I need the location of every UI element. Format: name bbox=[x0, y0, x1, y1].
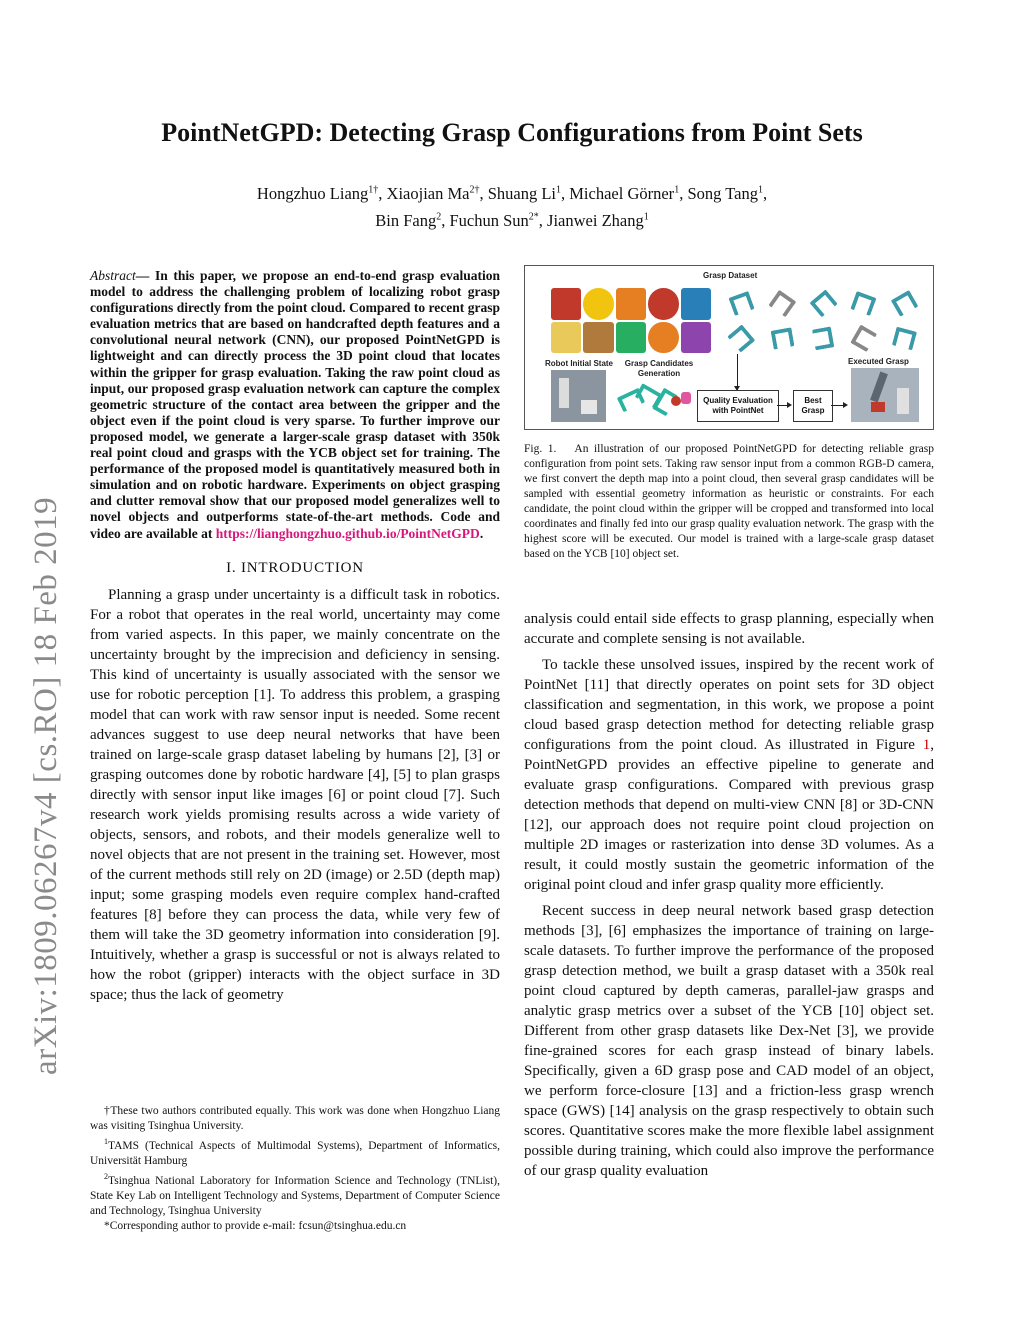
left-column bbox=[90, 268, 500, 1005]
grasp-renderings bbox=[723, 288, 923, 353]
author: Michael Görner$^1$, bbox=[569, 183, 688, 203]
paragraph: analysis could entail side effects to grasp planning, especially when accurate and complete sensing is not available. bbox=[524, 611, 934, 647]
robot-initial-photo bbox=[551, 370, 606, 422]
object-photo bbox=[681, 288, 711, 320]
gripper-icon bbox=[809, 289, 837, 317]
right-body-text bbox=[524, 609, 934, 1181]
abstract-text: In this paper, we propose an end-to-end grasp evaluation model to address the challenging problem of localizing robot grasp configurations directly from the point cloud. Compared to recent grasp evaluation metrics that are based on handcrafted depth features and a convolutional neural network (CNN), our proposed PointNetGPD is lightweight and can directly process the 3D point cloud that locates within the gripper for grasp evaluation. Taking the raw point cloud as input, our proposed grasp evaluation network can capture the complex geometric structure of the contact area between the gripper and the object even if the point cloud is very sparse. To further improve our proposed model, we generate a larger-scale grasp dataset with 350k real point cloud and grasps with the YCB object set for training. The performance of the proposed model is quantitatively measured both in simulation and on robotic hardware. Experiments on object grasping and clutter removal show that our proposed model generalizes well to novel objects and outperforms state-of-the-art methods. Code and video are available at bbox=[90, 268, 501, 541]
object-photo bbox=[681, 322, 711, 354]
section-heading-introduction: I. INTRODUCTION bbox=[226, 559, 364, 576]
object-photo bbox=[551, 288, 581, 320]
author: Hongzhuo Liang$^{1\dagger}$, bbox=[256, 183, 387, 203]
author: Xiaojian $Ma^{2\dagger}$, bbox=[386, 183, 488, 203]
gripper-icon bbox=[770, 327, 794, 349]
object-photo bbox=[551, 322, 581, 354]
gripper-icon bbox=[892, 326, 917, 349]
arrow bbox=[843, 402, 848, 408]
author-line-2 bbox=[80, 206, 944, 234]
abstract: Abstract— In this paper, we propose an end-to-end grasp evaluation model to address the challenging problem of localizing robot grasp configurations directly from the point cloud. Compared to recent grasp evaluation metrics that are based on handcrafted depth features and a convolutional neural network (CNN), our proposed PointNetGPD is lightweight and can directly process the 3D point cloud that locates within the gripper for grasp evaluation. Taking the raw point cloud as input, our proposed grasp evaluation network can capture the complex geometric structure of the contact area between the gripper and the object even if the point cloud is very sparse. To further improve our proposed model, we generate a larger-scale grasp dataset with 350k real point cloud and grasps with the YCB object set for training. The performance of the proposed model is quantitatively measured both in simulation and on robotic hardware. Experiments on object grasping and clutter removal show that our proposed model generalizes well to novel objects and outperforms state-of-the-art methods. Code and video are available at https://lianghongzhuo.github.io/PointNetGPD. bbox=[90, 268, 501, 541]
author-line-1 bbox=[80, 178, 944, 206]
abstract-lead: Abstract bbox=[90, 268, 136, 283]
object-photo bbox=[583, 288, 613, 320]
figure-1 bbox=[524, 265, 934, 430]
author: Bin Fang$^2$, bbox=[375, 211, 450, 230]
author: Jianwei Zhang$^1$ bbox=[547, 211, 649, 230]
executed-grasp-photo bbox=[851, 368, 919, 422]
footnotes bbox=[90, 1104, 500, 1234]
paragraph: Planning a grasp under uncertainty is a difficult task in robotics. For a robot that operates in the real world, uncertainty may come from varied aspects. In this paper, we mainly concentrate on the uncertainty brought by the imprecision and deficiency in sensing. This kind of uncertainty is usually associated with the sensor we use for robotic perception [1]. To address this problem, a grasping model that can work with raw sensor input is needed. Some recent advances suggest to use deep neural networks that have been trained on large-scale grasp dataset labeling by humans [2], [3] or grasping outcomes done by robotic hardware [4], [5] to plan grasps directly with sensor input like images [6] or point cloud [7]. Such research work yields promising results across a wide variety of objects, sensors, and robots, and their models generalize well to novel objects that are not present in the training set. However, most of the current methods still rely on 2D (image) or 2.5D (depth map) input; some grasping models even require complex hand-crafted features [8] before they can process the data, while very few of them will take the 3D geometry information into consideration [9]. Intuitively, whether a grasp is successful or not is always related to how the robot (gripper) interacts with the object surface in 3D space; thus the lack of geometry bbox=[90, 586, 500, 1003]
figure-label-grasp-dataset: Grasp Dataset bbox=[703, 271, 758, 280]
gripper-icon bbox=[728, 291, 754, 315]
figure-label-executed: Executed Grasp bbox=[848, 357, 909, 366]
arxiv-identifier: arXiv:1809.06267v4 [cs.RO] 18 Feb 2019 bbox=[28, 496, 64, 1075]
introduction-text bbox=[90, 585, 500, 1005]
footnote: $^2$Tsinghua National Laboratory for Information Science and Technology (TNList), State Key Lab on Intelligent Technology and Systems, Department of Computer Science and Technology, Tsinghua University bbox=[90, 1171, 500, 1217]
arrow bbox=[787, 402, 792, 408]
quality-evaluation-box: Quality Evaluation with PointNet bbox=[697, 390, 779, 422]
caption-text: An illustration of our proposed PointNetGPD for detecting reliable grasp configuration from point sets. Taking raw sensor input from a common RGB-D camera, we first convert the depth map into a point cloud, then several grasp candidates will be sampled with essential geometry information as heuristic or constraints. For each candidate, the point cloud within the gripper will be cropped and transformed into local coordinates and finally fed into our grasp quality evaluation network. The grasp with the highest score will be executed. Our model is trained with a large-scale grasp dataset based on the YCB [10] object set. bbox=[524, 443, 935, 560]
object-photo bbox=[616, 288, 646, 320]
figure-caption bbox=[524, 442, 934, 562]
author: Shuang Li$^1$, bbox=[487, 183, 570, 203]
figure-label-candidates: Grasp Candidates Generation bbox=[624, 359, 694, 378]
paragraph: Recent success in deep neural network based grasp detection methods [3], [6] emphasizes the importance of training on large-scale datasets. To further improve the performance of the proposed grasp detection method, we built a grasp dataset with a 350k real point cloud captured by depth cameras, parallel-jaw grasps and analytic grasp metrics over a subset of the YCB [10] object set. Different from other grasp datasets like Dex-Net [3], we provide fine-grained scores for each grasp instead of binary labels. Specifically, given a 6D grasp pose and CAD model of an object, we perform force-closure [13] and a friction-less grasp wrench space (GWS) [14] analysis on the grasp respectively to obtain such scores. Quantitative scores make the more flexible label assignment possible during training, which could also improve the performance of our grasp quality evaluation bbox=[524, 903, 934, 1179]
right-column bbox=[524, 265, 934, 1187]
figure-label-robot-initial: Robot Initial State bbox=[545, 359, 613, 368]
paper-title: PointNetGPD: Detecting Grasp Configurations from Point Sets bbox=[161, 118, 863, 147]
ycb-object-photos bbox=[551, 288, 711, 353]
best-grasp-box: Best Grasp bbox=[793, 390, 833, 422]
gripper-icon bbox=[851, 324, 877, 351]
paragraph: To tackle these unsolved issues, inspired by the recent work of PointNet [11] that directly operates on point sets for 3D object classification and segmentation, in this work, we propose a point cloud based grasp detection method for detecting reliable grasp configurations from the point cloud. As illustrated in Figure 1, PointNetGPD provides an effective pipeline to generate and evaluate grasp configurations. Compared with previous grasp detection methods that depend on multi-view CNN [8] or 3D-CNN [12], our approach does not require point cloud projection on multiple 2D images or rasterization into dense 3D volumes. As a result, it could mostly sustain the geometric information of the original point cloud and infer grasp quality more efficiently. bbox=[524, 657, 934, 893]
grasp-candidates-image bbox=[617, 384, 697, 419]
gripper-icon bbox=[891, 290, 918, 316]
footnote: $^1$TAMS (Technical Aspects of Multimodal Systems), Department of Informatics, Universität Hamburg bbox=[90, 1137, 500, 1167]
figure-reference-link[interactable]: 1 bbox=[922, 737, 931, 753]
object-photo bbox=[583, 322, 613, 354]
object-photo bbox=[616, 322, 646, 354]
author-list bbox=[80, 178, 944, 233]
gripper-icon bbox=[812, 326, 834, 350]
author: Song Tang$^1$, bbox=[687, 183, 768, 203]
footnote: †These two authors contributed equally. This work was done when Hongzhuo Liang was visiting Tsinghua University. bbox=[90, 1105, 500, 1132]
author: Fuchun Sun$^{2*}$, bbox=[449, 211, 548, 230]
figure-number: Fig. 1. bbox=[524, 443, 557, 455]
object-photo bbox=[648, 288, 678, 320]
project-link[interactable]: https://lianghongzhuo.github.io/PointNetGPD bbox=[215, 525, 480, 541]
gripper-icon bbox=[768, 290, 796, 317]
gripper-icon bbox=[851, 291, 877, 315]
footnote: *Corresponding author to provide e-mail: fcsun@tsinghua.edu.cn bbox=[104, 1219, 407, 1232]
gripper-icon bbox=[728, 324, 756, 352]
object-photo bbox=[648, 322, 678, 354]
